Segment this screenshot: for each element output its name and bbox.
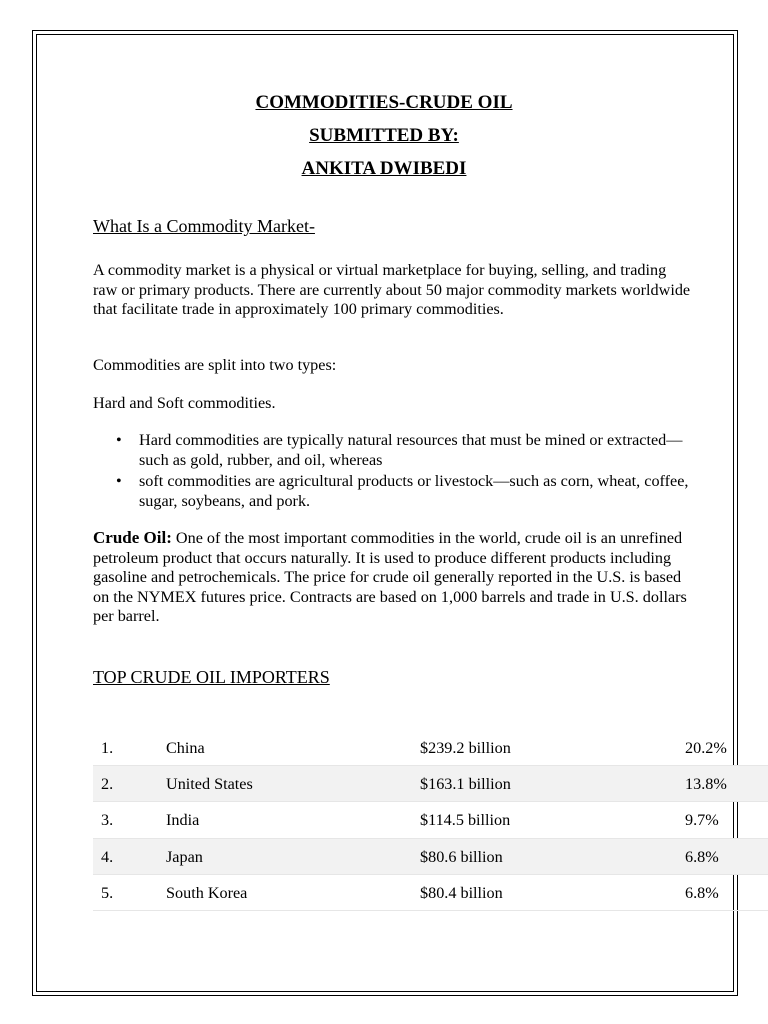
rank-cell: 2.: [101, 775, 114, 794]
section-heading-commodity-market: What Is a Commodity Market-: [93, 216, 315, 236]
value-cell: $80.6 billion: [420, 847, 503, 866]
crude-oil-label: Crude Oil:: [93, 528, 172, 547]
value-cell: $163.1 billion: [420, 775, 511, 794]
share-cell: 20.2%: [685, 739, 727, 757]
share-cell: 9.7%: [685, 811, 719, 830]
table-row: [93, 839, 768, 875]
rank-cell: 1.: [101, 739, 114, 757]
paragraph-types-intro: Commodities are split into two types:: [93, 356, 337, 374]
country-cell: Japan: [166, 847, 203, 866]
table-row: [93, 875, 768, 911]
country-cell: United States: [166, 775, 253, 794]
value-cell: $239.2 billion: [420, 739, 511, 757]
share-cell: 6.8%: [685, 883, 719, 902]
title-line-2: SUBMITTED BY:: [309, 125, 459, 146]
bullet-icon: •: [116, 472, 122, 490]
list-item-text: Hard commodities are typically natural resources that must be mined or extracted—such as gold, rubber, and oil, whereas: [139, 431, 683, 469]
country-cell: South Korea: [166, 883, 248, 902]
importers-table: [93, 730, 768, 911]
rank-cell: 5.: [101, 883, 114, 902]
share-cell: 6.8%: [685, 847, 719, 866]
country-cell: China: [166, 739, 205, 757]
list-item: [93, 472, 693, 511]
table-row: [93, 730, 768, 766]
value-cell: $80.4 billion: [420, 883, 503, 902]
paragraph-commodity-market: A commodity market is a physical or virtual marketplace for buying, selling, and trading raw or primary products. There are currently about 50 major commodity markets worldwide that facilitate trade in approximately 100 primary commodities.: [93, 261, 691, 318]
title-line-1: COMMODITIES-CRUDE OIL: [255, 92, 513, 113]
table-row: [93, 766, 768, 802]
commodity-types-list: [93, 431, 693, 513]
crude-oil-text: One of the most important commodities in the world, crude oil is an unrefined petroleum product that occurs naturally. It is used to produce different products including gasoline and petrochemicals. The price for crude oil generally reported in the U.S. is based on the NYMEX futures price. Contracts are based on 1,000 barrels and trade in U.S. dollars per barrel.: [93, 529, 687, 625]
table-row: [93, 802, 768, 838]
rank-cell: 4.: [101, 847, 114, 866]
list-item-text: soft commodities are agricultural products or livestock—such as corn, wheat, coffee, sugar, soybeans, and pork.: [139, 472, 689, 510]
document-title: [0, 86, 768, 185]
list-item: [93, 431, 693, 470]
paragraph-crude-oil: [93, 528, 693, 627]
paragraph-hard-soft: Hard and Soft commodities.: [93, 394, 276, 412]
value-cell: $114.5 billion: [420, 811, 511, 830]
rank-cell: 3.: [101, 811, 114, 830]
share-cell: 13.8%: [685, 775, 727, 794]
country-cell: India: [166, 811, 200, 830]
title-line-3: ANKITA DWIBEDI: [301, 158, 467, 179]
section-heading-importers: TOP CRUDE OIL IMPORTERS: [93, 667, 330, 687]
bullet-icon: •: [116, 431, 122, 449]
